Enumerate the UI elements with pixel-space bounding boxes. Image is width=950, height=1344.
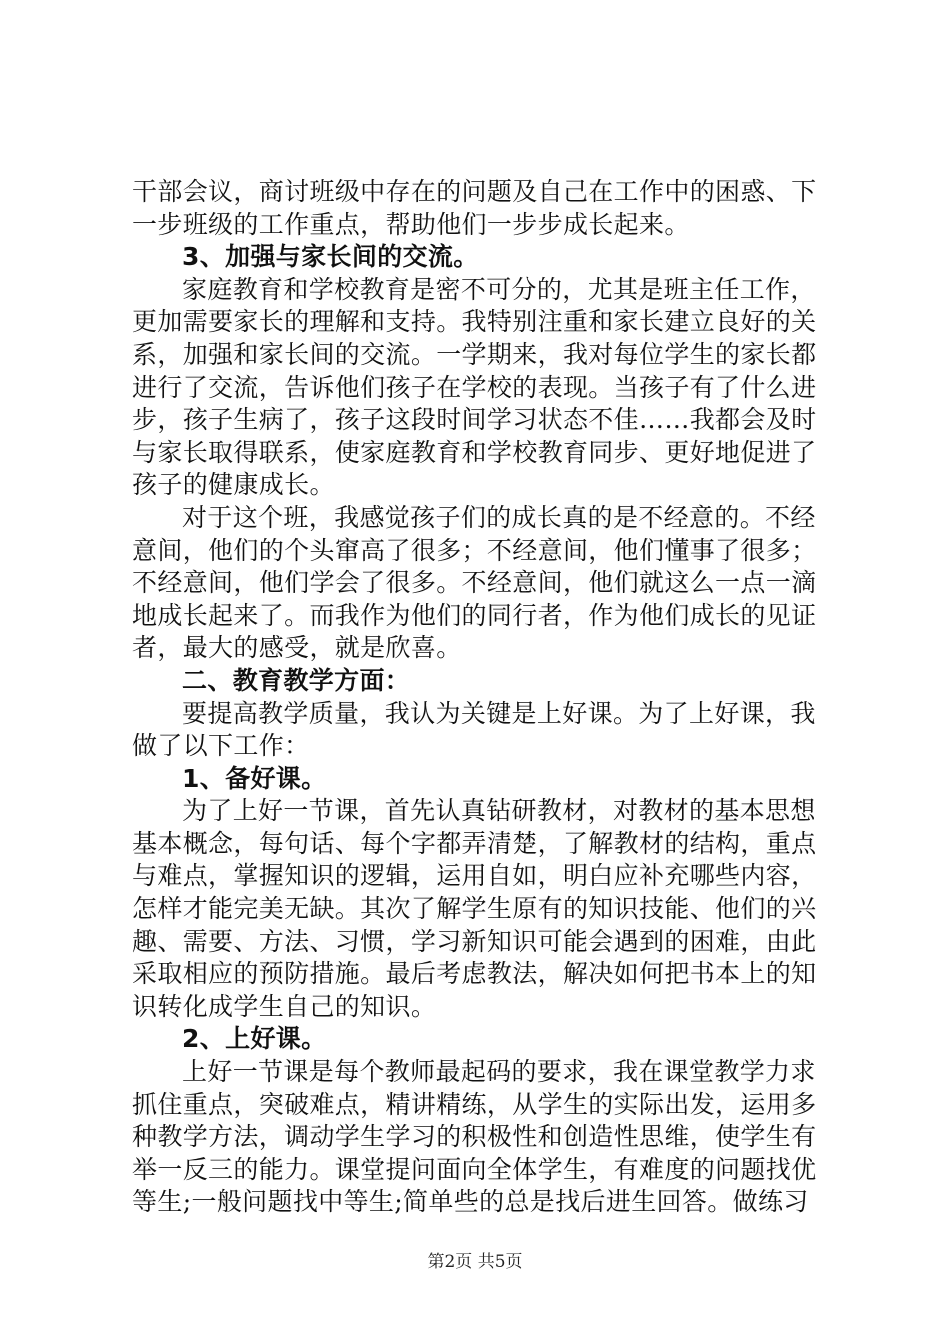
text-line: 举一反三的能力。课堂提问面向全体学生，有难度的问题找优	[132, 1154, 817, 1184]
text-line: 要提高教学质量，我认为关键是上好课。为了上好课，我	[182, 698, 816, 728]
text-line: 等生;一般问题找中等生;简单些的总是找后进生回答。做练习	[132, 1187, 809, 1217]
text-line: 一步班级的工作重点，帮助他们一步步成长起来。	[132, 209, 690, 239]
text-line: 更加需要家长的理解和支持。我特别注重和家长建立良好的关	[132, 307, 817, 337]
text-line: 基本概念，每句话、每个字都弄清楚，了解教材的结构，重点	[132, 828, 817, 858]
text-line: 识转化成学生自己的知识。	[132, 991, 437, 1021]
document-body	[132, 176, 832, 1219]
text-line: 抓住重点，突破难点，精讲精练，从学生的实际出发，运用多	[132, 1089, 817, 1119]
page-footer: 第2页 共5页	[427, 1252, 523, 1272]
text-line: 与家长取得联系，使家庭教育和学校教育同步、更好地促进了	[132, 437, 817, 467]
text-line: 怎样才能完美无缺。其次了解学生原有的知识技能、他们的兴	[132, 894, 817, 924]
text-line: 为了上好一节课，首先认真钻研教材，对教材的基本思想	[182, 796, 816, 826]
text-line: 与难点，掌握知识的逻辑，运用自如，明白应补充哪些内容，	[132, 861, 817, 891]
text-line: 干部会议，商讨班级中存在的问题及自己在工作中的困惑、下	[132, 177, 817, 206]
text-line: 步，孩子生病了，孩子这段时间学习状态不佳……我都会及时	[132, 405, 817, 435]
text-line: 者，最大的感受，就是欣喜。	[132, 633, 462, 663]
text-line: 意间，他们的个头窜高了很多；不经意间，他们懂事了很多；	[132, 535, 817, 565]
text-line: 种教学方法，调动学生学习的积极性和创造性思维，使学生有	[132, 1122, 817, 1152]
section-heading: 1、备好课。	[182, 763, 327, 793]
section-heading: 2、上好课。	[182, 1024, 327, 1054]
text-line: 做了以下工作：	[132, 731, 310, 761]
section-heading: 3、加强与家长间的交流。	[182, 242, 479, 272]
text-line: 系，加强和家长间的交流。一学期来，我对每位学生的家长都	[132, 339, 817, 369]
text-line: 地成长起来了。而我作为他们的同行者，作为他们成长的见证	[132, 600, 817, 630]
text-line: 趣、需要、方法、习惯，学习新知识可能会遇到的困难，由此	[132, 926, 817, 956]
text-line: 孩子的健康成长。	[132, 470, 335, 500]
text-line: 不经意间，他们学会了很多。不经意间，他们就这么一点一滴	[132, 568, 817, 598]
text-line: 对于这个班，我感觉孩子们的成长真的是不经意的。不经	[182, 502, 816, 532]
text-line: 采取相应的预防措施。最后考虑教法，解决如何把书本上的知	[132, 959, 817, 989]
section-heading: 二、教育教学方面：	[182, 665, 411, 695]
text-line: 家庭教育和学校教育是密不可分的，尤其是班主任工作，	[182, 274, 816, 304]
text-line: 上好一节课是每个教师最起码的要求，我在课堂教学力求	[182, 1057, 816, 1087]
text-line: 进行了交流，告诉他们孩子在学校的表现。当孩子有了什么进	[132, 372, 817, 402]
